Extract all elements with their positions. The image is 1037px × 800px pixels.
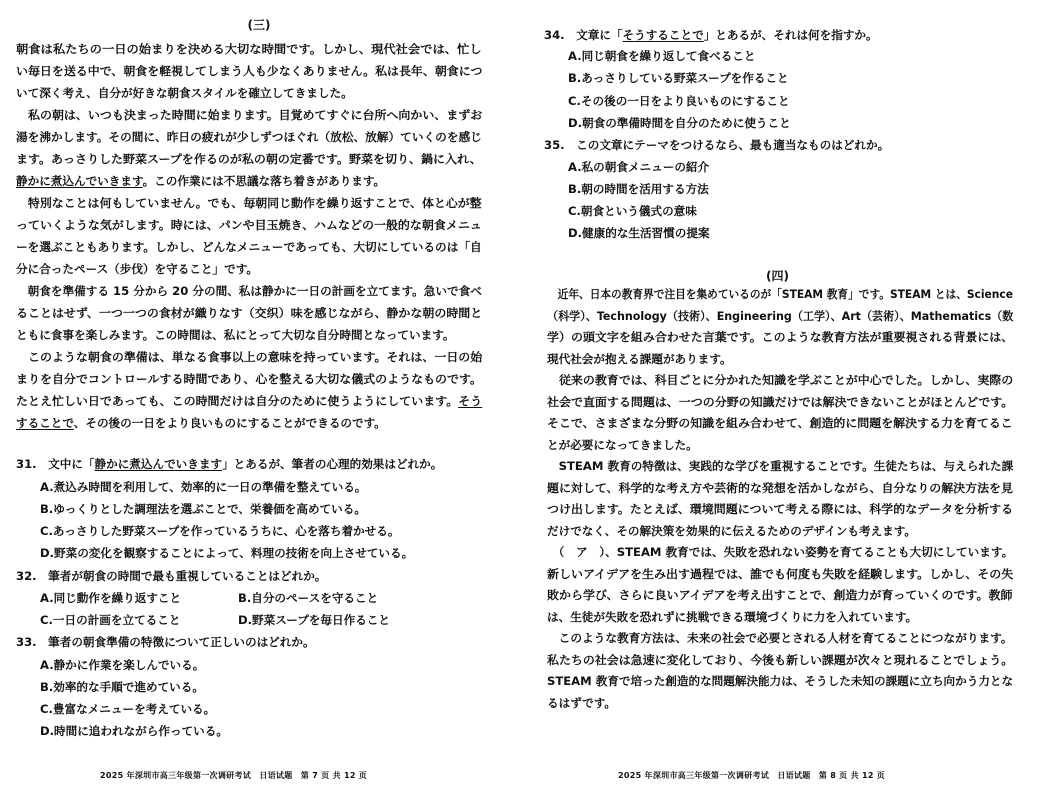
text-run: 社会で直面する問題は、一つの分野の知識だけでは解決できないことがほとんどです。 (547, 394, 1014, 409)
text-run: とが必要になってきました。 (547, 437, 698, 452)
exam-page-8 (518, 0, 1037, 800)
passage-line (16, 110, 482, 122)
text-run: たとえ忙しい日であっても、この時間だけは自分のために使うようにしています。 (16, 394, 459, 408)
question-line (40, 548, 413, 560)
text-run: A.同じ朝食を繰り返して食べること (568, 49, 756, 63)
text-run: STEAM 教育で培った創造的な問題解決能力は、そうした未知の課題に立ち向かう力とな (547, 674, 1014, 688)
question-line (568, 51, 756, 63)
text-run: B.ゆっくりとした調理法を選ぶことで、栄養価を高めている。 (40, 502, 366, 516)
passage-line (547, 652, 1014, 667)
text-run: 従来の教育では、科目ごとに分かれた知識を学ぶことが中心でした。しかし、実際の (547, 373, 1014, 387)
text-run: C.豊富なメニューを考えている。 (40, 702, 216, 716)
passage-line (547, 351, 732, 366)
passage-line (547, 394, 1014, 409)
passage-line (547, 308, 1014, 323)
passage-line (16, 198, 482, 210)
passage-line (547, 437, 698, 452)
passage-line (547, 418, 1013, 430)
text-run: 新しいアイデアを生み出す過程では、誰でも何度も失敗を経験します。しかし、その失 (547, 566, 1014, 581)
text-run: そこで、さまざまな分野の知識を組み合わせて、創造的に問題を解決する力を育てるこ (547, 416, 1013, 430)
text-run: 特別なことは何もしていません。でも、毎朝同じ動作を繰り返すことで、体と心が整 (16, 196, 482, 210)
passage-line (16, 418, 386, 430)
text-run: C.その後の一日をより良いものにすること (568, 94, 790, 108)
text-run: D.野菜の変化を観察することによって、料理の技術を向上させている。 (40, 546, 414, 560)
question-line (40, 682, 204, 694)
question-line (568, 96, 790, 108)
passage-line (547, 523, 917, 538)
passage-line (16, 286, 482, 298)
passage-line (16, 330, 454, 342)
text-run: D.健康的な生活習慣の提案 (568, 226, 710, 240)
text-run: 朝食を準備する 15 分から 20 分の間、私は静かに一日の計画を立てます。急いで食べ (16, 284, 482, 298)
text-run: ます。あっさりした野菜スープを作るのが私の朝の定番です。野菜を切り、鍋に入れ、 (16, 152, 482, 166)
text-run: だけでなく、その解決策を効果的に伝えるためのデザインも考えます。 (547, 523, 917, 538)
underlined-phrase: 静かに煮込んでいきます (16, 174, 143, 188)
passage-line (547, 590, 1013, 602)
question-line (544, 30, 878, 42)
question-line (568, 162, 709, 174)
passage-line (16, 154, 482, 166)
question-line (568, 228, 710, 240)
question-line (40, 704, 215, 716)
passage-line (547, 375, 1013, 387)
text-run: C.朝食という儀式の意味 (568, 204, 697, 218)
text-run: 31. 文中に「 (16, 457, 95, 471)
text-run: 」とあるが、筆者の心理的効果はどれか。 (222, 457, 443, 471)
text-run: 34. 文章に「 (544, 28, 623, 42)
text-run: まりを自分でコントロールする時間であり、心を整える大切な儀式のようなものです。 (16, 372, 483, 386)
underlined-phrase: そうすることで (622, 28, 704, 42)
passage-line (16, 132, 482, 144)
question-line (16, 459, 442, 471)
text-run: 」とあるが、それは何を指すか。 (703, 28, 878, 42)
passage-line (547, 547, 1013, 559)
text-run: 私の朝は、いつも決まった時間に始まります。目覚めてすぐに台所へ向かい、まずお (16, 108, 483, 122)
section-title: (三) (247, 18, 271, 32)
text-run: ることはせず、一つ一つの食材が織りなす（交织）味を感じながら、静かな朝の時間と (16, 306, 483, 320)
question-line (238, 593, 378, 605)
text-run: A.私の朝食メニューの紹介 (568, 160, 710, 174)
question-line (568, 184, 709, 196)
text-run: 近年、日本の教育界で注目を集めているのが「STEAM 教育」です。STEAM とは、Science (547, 287, 1013, 301)
passage-line (16, 308, 482, 320)
text-run: 35. この文章にテーマをつけるなら、最も適当なものはどれか。 (544, 138, 890, 152)
passage-line (16, 176, 385, 188)
passage-line (547, 695, 616, 710)
question-line (40, 726, 228, 738)
text-run: A.煮込み時間を利用して、効率的に一日の準備を整えている。 (40, 480, 367, 494)
passage-line (16, 242, 482, 254)
text-run: D.時間に追われながら作っている。 (40, 724, 228, 738)
text-run: （ ア ）、STEAM 教育では、失敗を恐れない姿勢を育てることも大切にしています。 (547, 545, 1014, 559)
question-line (16, 571, 326, 583)
text-run: （科学）、Technology（技術）、Engineering（工学）、Art（芸術）、Mathematics（数 (547, 308, 1014, 323)
text-run: るはずです。 (547, 695, 616, 710)
underlined-phrase: することで (16, 416, 74, 430)
passage-line (547, 504, 1013, 516)
question-line (40, 504, 366, 516)
passage-line (16, 220, 482, 232)
text-run: 。この作業には不思議な落ち着きがあります。 (142, 174, 386, 188)
text-run: 私たちの社会は急速に変化しており、今後も新しい課題が次々と現れることでしょう。 (547, 652, 1014, 667)
text-run: ともに食事を楽しみます。この時間は、私にとって大切な自分時間となっています。 (16, 328, 455, 342)
text-run: 32. 筆者が朝食の時間で最も重視していることはどれか。 (16, 569, 327, 583)
text-run: 学）の頭文字を組み合わせた言葉です。このような教育方法が重要視される背景には、 (547, 330, 1014, 344)
text-run: ーを選ぶこともあります。しかし、どんなメニューであっても、大切にしているのは「自 (16, 240, 482, 254)
text-run: D.野菜スープを毎日作ること (238, 613, 390, 627)
underlined-phrase: そう (458, 394, 483, 408)
passage-line (547, 332, 1013, 344)
text-run: いて深く考え、自分が好きな朝食スタイルを確立してきました。 (16, 86, 353, 100)
passage-line (16, 264, 258, 276)
text-run: C.あっさりした野菜スープを作っているうちに、心を落ち着かせる。 (40, 524, 400, 538)
text-run: B.朝の時間を活用する方法 (568, 182, 709, 196)
text-run: 朝食は私たちの一日の始まりを決める大切な時間です。しかし、現代社会では、忙し (16, 42, 482, 56)
passage-line (16, 396, 482, 408)
text-run: 、その後の一日をより良いものにすることができるのです。 (73, 416, 386, 430)
question-line (16, 637, 315, 649)
text-run: 33. 筆者の朝食準備の特徴について正しいのはどれか。 (16, 635, 315, 649)
question-line (40, 660, 204, 672)
text-run: B.あっさりしている野菜スープを作ること (568, 71, 789, 85)
passage-line (16, 88, 353, 100)
passage-line (547, 289, 1013, 301)
text-run: D.朝食の準備時間を自分のために使うこと (568, 116, 791, 130)
passage-line (16, 352, 482, 364)
question-line (40, 482, 366, 494)
underlined-phrase: 静かに煮込んでいきます (94, 457, 223, 471)
passage-line (547, 609, 918, 624)
text-run: っていくような気がします。時には、パンや目玉焼き、ハムなどの一般的な朝食メニュ (16, 218, 482, 232)
text-run: B.自分のペースを守ること (238, 591, 379, 605)
text-run: 敗から学び、さらに良いアイデアを考え出すことで、創造力が育っていくのです。教師 (547, 588, 1013, 602)
passage-line (16, 66, 482, 78)
text-run: 現代社会が抱える課題があります。 (547, 351, 732, 366)
section-title: (四) (766, 269, 789, 283)
exam-page-7 (0, 0, 518, 800)
text-run: 題に対して、科学的な考え方や芸術的な発想を活かしながら、自分なりの解決方法を見 (547, 480, 1013, 495)
passage-line (16, 374, 482, 386)
passage-line (16, 44, 482, 56)
passage-line (547, 566, 1014, 581)
text-run: このような朝食の準備は、単なる食事以上の意味を持っています。それは、一日の始 (16, 350, 483, 364)
question-line (238, 615, 390, 627)
question-line (40, 526, 399, 538)
question-line (568, 118, 791, 130)
text-run: C.一日の計画を立てること (40, 613, 181, 627)
text-run: このような教育方法は、未来の社会で必要とされる人材を育てることにつながります。 (547, 631, 1013, 645)
text-run: STEAM 教育の特徴は、実践的な学びを重視することです。生徒たちは、与えられた課 (547, 459, 1014, 473)
text-run: B.効率的な手順で進めている。 (40, 680, 204, 694)
passage-line (547, 633, 1013, 645)
page-footer: 2025 年深圳市高三年级第一次调研考试 日语试题 第 7 页 共 12 页 (100, 771, 368, 780)
question-line (40, 593, 181, 605)
passage-line (547, 461, 1013, 473)
question-line (568, 206, 697, 218)
text-run: A.静かに作業を楽しんでいる。 (40, 658, 205, 672)
question-line (568, 73, 789, 85)
text-run: い毎日を送る中で、朝食を軽視してしまう人も少なくありません。私は長年、朝食につ (16, 64, 483, 78)
text-run: 湯を沸かします。その間に、昨日の疲れが少しずつほぐれ（放松、放解）ていくのを感じ (16, 130, 482, 144)
text-run: 分に合ったペース（步伐）を守ること」です。 (16, 262, 258, 276)
passage-line (547, 480, 1013, 495)
question-line (544, 140, 889, 152)
page-footer: 2025 年深圳市高三年级第一次调研考试 日语试题 第 8 页 共 12 页 (618, 771, 886, 780)
text-run: は、生徒が失敗を恐れずに挑戦できる環境づくりに力を入れています。 (547, 609, 918, 624)
passage-line (547, 676, 1013, 688)
text-run: A.同じ動作を繰り返すこと (40, 591, 182, 605)
text-run: つけ出します。たとえば、環境問題について考える際には、科学的なデータを分析する (547, 502, 1014, 516)
question-line (40, 615, 180, 627)
